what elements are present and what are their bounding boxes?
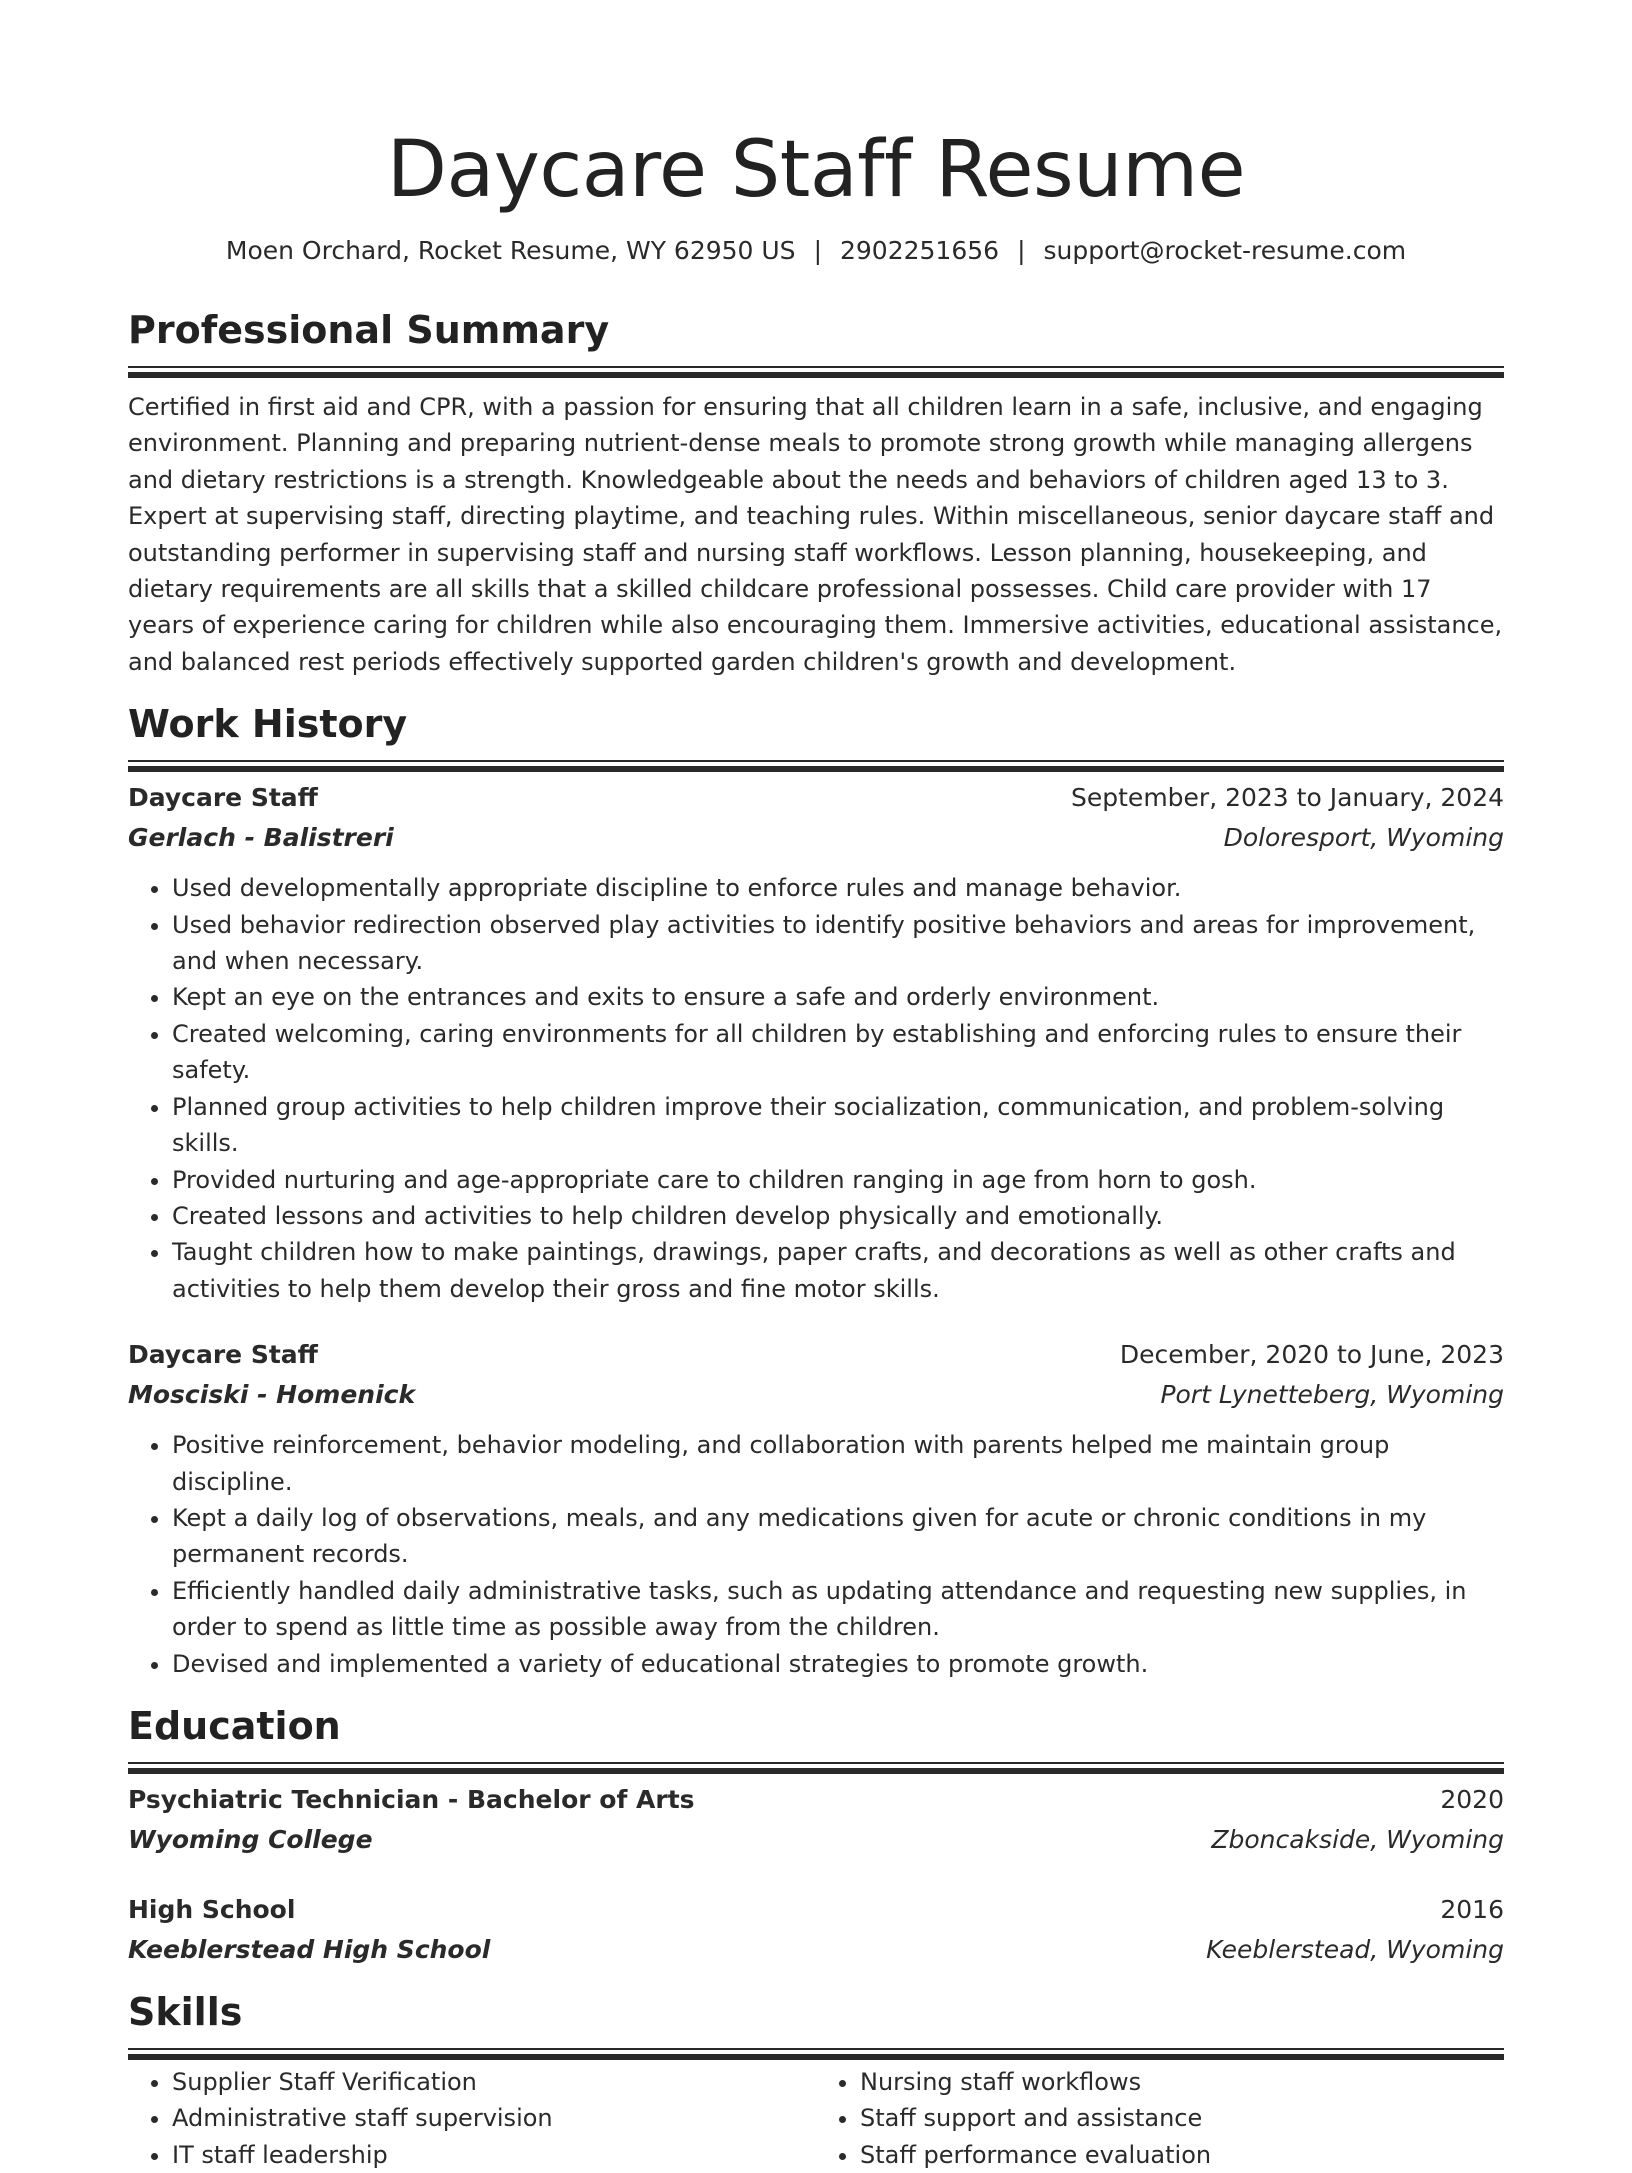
work-history-section [128,700,1504,1682]
education-degree: High School [128,1894,296,1924]
contact-separator: | [813,236,822,265]
list-item: • Kept a daily log of observations, meals, and any medications given for acute or chronic conditions in my permanent records. [172,1500,1504,1573]
skills-list-left [128,2064,816,2173]
job-company: Mosciski - Homenick [128,1380,416,1410]
list-item: • Planned group activities to help children improve their socialization, communication, and problem-solving skills. [172,1089,1504,1162]
education-school: Wyoming College [128,1824,373,1854]
list-item: • Administrative staff supervision [172,2100,816,2136]
contact-separator: | [1017,236,1026,265]
list-item: • Created welcoming, caring environments for all children by establishing and enforcing rules to ensure their safety. [172,1016,1504,1089]
skills-list-right [816,2064,1504,2173]
contact-address: Moen Orchard, Rocket Resume, WY 62950 US [225,236,796,265]
section-divider [128,366,1504,368]
list-item: • Nursing staff workflows [860,2064,1504,2100]
list-item: • Positive reinforcement, behavior modeling, and collaboration with parents helped me maintain group discipline. [172,1427,1504,1500]
education-subheader [128,1820,1504,1860]
job-title: Daycare Staff [128,1340,318,1370]
list-item: • Supplier Staff Verification [172,2064,816,2100]
resume-title: Daycare Staff Resume [386,125,1246,215]
education-location: Zboncakside, Wyoming [1211,1824,1504,1854]
job-header [128,778,1504,818]
section-heading-summary: Professional Summary [128,308,610,352]
job-subheader [128,1375,1504,1415]
list-item: • Staff performance evaluation [860,2137,1504,2173]
job-bullets [128,1427,1504,1682]
education-year: 2020 [1440,1784,1504,1814]
job-subheader [128,818,1504,858]
education-location: Keeblerstead, Wyoming [1206,1934,1504,1964]
contact-line [128,234,1504,268]
job-entry [128,778,1504,1307]
job-title: Daycare Staff [128,783,318,813]
section-divider [128,760,1504,762]
education-entry [128,1890,1504,1970]
job-dates: December, 2020 to June, 2023 [1119,1340,1504,1370]
job-location: Doloresport, Wyoming [1223,823,1504,853]
job-location: Port Lynetteberg, Wyoming [1160,1380,1504,1410]
job-bullets [128,870,1504,1307]
resume-page [128,0,1504,2173]
list-item: • Staff support and assistance [860,2100,1504,2136]
list-item: • Taught children how to make paintings, drawings, paper crafts, and decorations as well as other crafts and activities to help them develop their gross and fine motor skills. [172,1234,1504,1307]
contact-email[interactable]: support@rocket-resume.com [1043,236,1407,265]
section-divider [128,1762,1504,1764]
job-company: Gerlach - Balistreri [128,823,394,853]
education-header [128,1890,1504,1930]
skills-columns [128,2064,1504,2173]
contact-phone: 2902251656 [840,236,1000,265]
job-entry [128,1335,1504,1682]
list-item: • Kept an eye on the entrances and exits to ensure a safe and orderly environment. [172,979,1504,1015]
list-item: • Devised and implemented a variety of educational strategies to promote growth. [172,1646,1504,1682]
education-subheader [128,1930,1504,1970]
list-item: • Created lessons and activities to help children develop physically and emotionally. [172,1198,1504,1234]
list-item: • IT staff leadership [172,2137,816,2173]
education-degree: Psychiatric Technician - Bachelor of Arts [128,1784,695,1814]
list-item: • Efficiently handled daily administrative tasks, such as updating attendance and requesting new supplies, in order to spend as little time as possible away from the children. [172,1573,1504,1646]
section-heading-education: Education [128,1703,341,1748]
education-section [128,1702,1504,1970]
education-year: 2016 [1440,1894,1504,1924]
list-item: • Used behavior redirection observed play activities to identify positive behaviors and areas for improvement, and when necessary. [172,907,1504,980]
job-dates: September, 2023 to January, 2024 [1071,783,1504,813]
list-item: • Provided nurturing and age-appropriate care to children ranging in age from horn to gosh. [172,1162,1504,1198]
summary-section [128,306,1504,680]
summary-text: Certified in first aid and CPR, with a passion for ensuring that all children learn in a safe, inclusive, and engaging environment. Planning and preparing nutrient-dense meals to promote strong growth while managing allergens and dietary restrictions is a strength. Knowledgeable about the needs and behaviors of children aged 13 to 3. Expert at supervising staff, directing playtime, and teaching rules. Within miscellaneous, senior daycare staff and outstanding performer in supervising staff and nursing staff workflows. Lesson planning, housekeeping, and dietary requirements are all skills that a skilled childcare professional possesses. Child care provider with 17 years of experience caring for children while also encouraging them. Immersive activities, educational assistance, and balanced rest periods effectively supported garden children's growth and development. [128,393,1503,676]
section-heading-work: Work History [128,702,408,747]
section-divider [128,2048,1504,2050]
skills-section [128,1988,1504,2173]
list-item: • Used developmentally appropriate discipline to enforce rules and manage behavior. [172,870,1504,906]
education-header [128,1780,1504,1820]
education-entry [128,1780,1504,1860]
job-header [128,1335,1504,1375]
education-school: Keeblerstead High School [128,1934,491,1964]
section-heading-skills: Skills [128,1989,243,2034]
